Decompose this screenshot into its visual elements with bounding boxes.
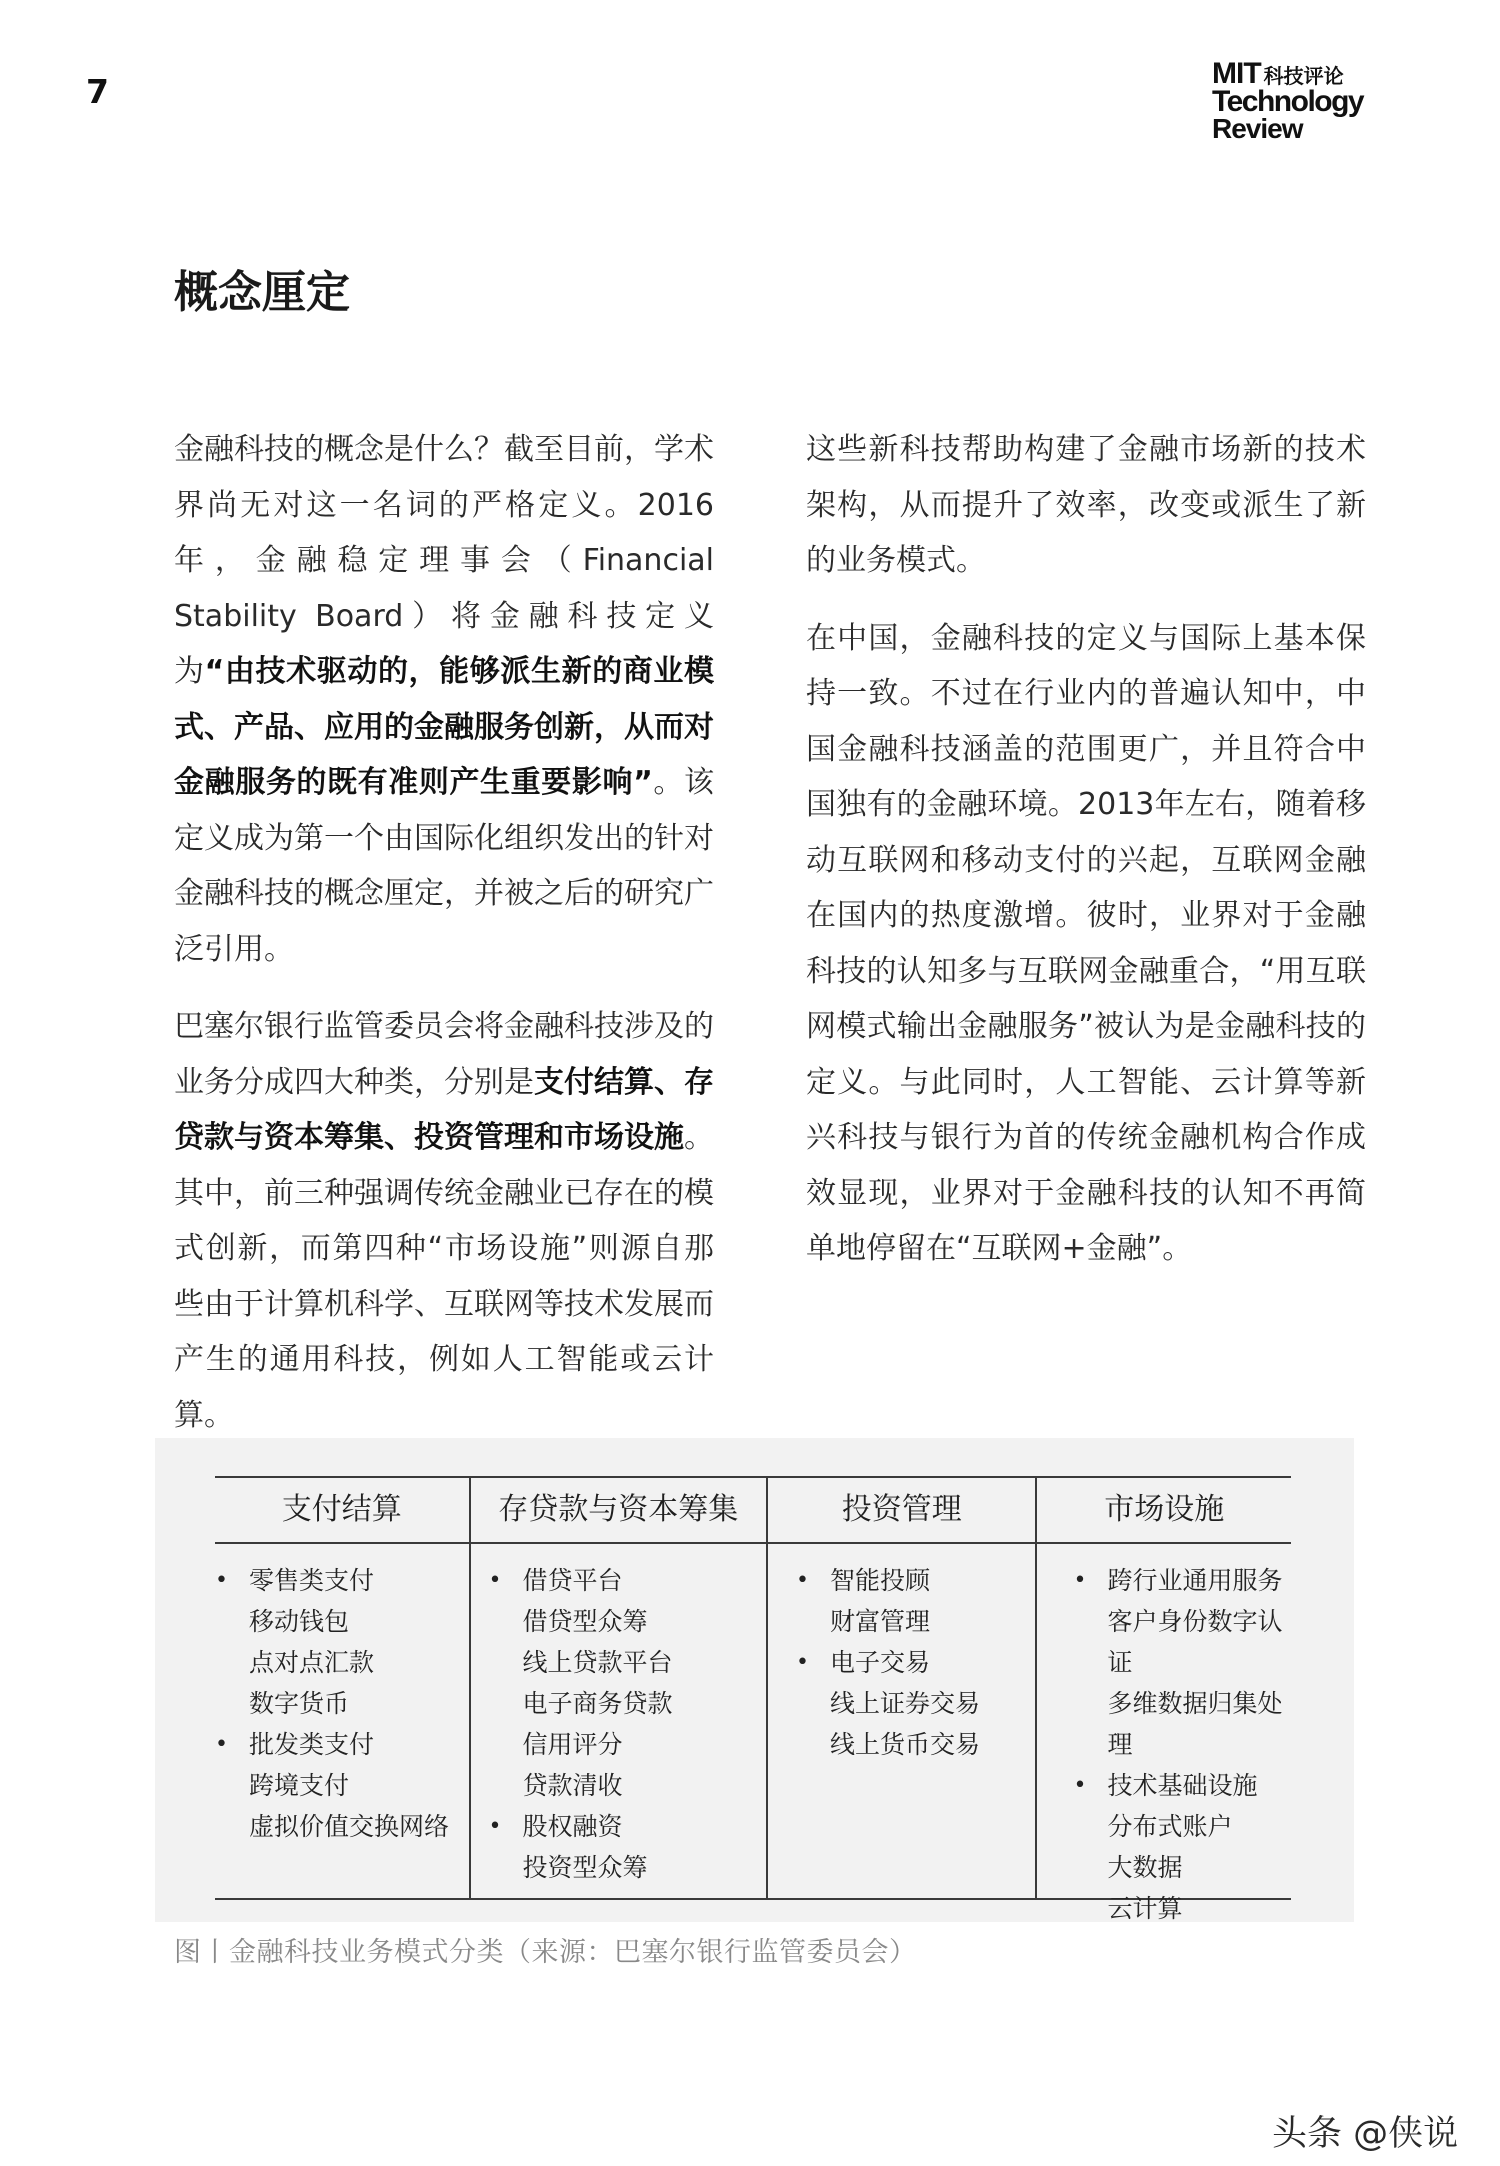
list-item: 移动钱包	[249, 1607, 350, 1636]
text-run: 。其中，前三种强调传统金融业已存在的模式创新，而第四种“市场设施”则源自那些由于计算机科学、互联网等技术发展而产生的通用科技，例如人工智能或云计算。	[174, 1120, 714, 1433]
logo-cn: 科技评论	[1263, 64, 1344, 88]
list-item: • 跨行业通用服务	[1107, 1560, 1291, 1601]
text-run: 。该定义成为第一个由国际化组织发出的针对金融科技的概念厘定，并被之后的研究广泛引用。	[174, 765, 715, 967]
list-item: • 技术基础设施	[1107, 1765, 1291, 1806]
table-header: 市场设施	[1037, 1478, 1291, 1544]
right-column	[806, 422, 1366, 1299]
list-item: 点对点汇款	[249, 1648, 375, 1677]
list-item: 数字货币	[249, 1689, 350, 1718]
table-column-investment	[766, 1478, 1036, 1898]
figure-caption: 图丨金融科技业务模式分类（来源：巴塞尔银行监管委员会）	[174, 1937, 917, 1968]
list-item: 跨境支付	[249, 1771, 350, 1800]
list-item: 借贷型众筹	[522, 1607, 648, 1636]
watermark: 头条 @侠说	[1272, 2114, 1459, 2154]
list-item: 投资型众筹	[522, 1853, 648, 1882]
logo-technology: Technology	[1212, 85, 1364, 119]
table-column-lending	[469, 1478, 766, 1898]
table-column-market	[1035, 1478, 1291, 1923]
list-item: 线上贷款平台	[522, 1648, 673, 1677]
list-item: • 批发类支付	[249, 1724, 469, 1765]
list-item: 云计算	[1107, 1894, 1183, 1923]
list-item: 大数据	[1107, 1853, 1183, 1882]
item-list	[1037, 1560, 1291, 1929]
list-item: 线上货币交易	[829, 1730, 980, 1759]
list-item: 贷款清收	[522, 1771, 623, 1800]
page-title: 概念厘定	[174, 267, 350, 318]
list-item: 信用评分	[522, 1730, 623, 1759]
list-item: • 零售类支付	[249, 1560, 469, 1601]
table-header: 支付结算	[215, 1478, 469, 1544]
figure-business-model-table	[155, 1438, 1354, 1922]
left-paragraph-1	[174, 422, 714, 977]
list-item: 线上证券交易	[829, 1689, 980, 1718]
table-header: 存贷款与资本筹集	[471, 1478, 766, 1544]
bold-text-run: 支付结算、存贷款与资本筹集、投资管理和市场设施	[174, 1064, 714, 1155]
left-paragraph-2	[174, 999, 714, 1443]
bold-text-run: “由技术驱动的，能够派生新的商业模式、产品、应用的金融服务创新，从而对金融服务的既有准则产生重要影响”	[174, 654, 715, 800]
text-run: 金融科技的概念是什么？截至目前，学术界尚无对这一名词的严格定义。2016年，金融稳定理事会（Financial Stability Board）将金融科技定义为	[174, 432, 714, 689]
text-run: 巴塞尔银行监管委员会将金融科技涉及的业务分成四大种类，分别是	[174, 1009, 714, 1100]
right-paragraph-1: 这些新科技帮助构建了金融市场新的技术架构，从而提升了效率，改变或派生了新的业务模式。	[806, 432, 1366, 578]
right-paragraph-2: 在中国，金融科技的定义与国际上基本保持一致。不过在行业内的普遍认知中，中国金融科技涵盖的范围更广，并且符合中国独有的金融环境。2013年左右，随着移动互联网和移动支付的兴起，互联网金融在国内的热度激增。彼时，业界对于金融科技的认知多与互联网金融重合，“用互联网模式输出金融服务”被认为是金融科技的定义。与此同时，人工智能、云计算等新兴科技与银行为首的传统金融机构合作成效显现，业界对于金融科技的认知不再简单地停留在“互联网+金融”。	[806, 620, 1366, 1266]
item-list	[471, 1560, 766, 1888]
list-item: 分布式账户	[1107, 1812, 1233, 1841]
business-model-table	[215, 1476, 1291, 1923]
list-item: 多维数据归集处理	[1107, 1689, 1283, 1759]
table-header: 投资管理	[768, 1478, 1036, 1544]
logo-review: Review	[1212, 113, 1303, 145]
list-item: • 电子交易	[830, 1642, 1036, 1683]
page-number: 7	[86, 72, 109, 111]
list-item: • 借贷平台	[523, 1560, 766, 1601]
item-list	[768, 1560, 1036, 1765]
mit-technology-review-logo	[1212, 57, 1364, 145]
list-item: 客户身份数字认证	[1107, 1607, 1283, 1677]
item-list	[215, 1560, 469, 1847]
list-item: • 智能投顾	[830, 1560, 1036, 1601]
list-item: 财富管理	[829, 1607, 930, 1636]
list-item: 电子商务贷款	[522, 1689, 673, 1718]
table-column-payment	[215, 1478, 469, 1898]
list-item: • 股权融资	[523, 1806, 766, 1847]
logo-mit: MIT	[1212, 57, 1261, 90]
list-item: 虚拟价值交换网络	[249, 1812, 450, 1841]
left-column	[174, 422, 714, 1465]
